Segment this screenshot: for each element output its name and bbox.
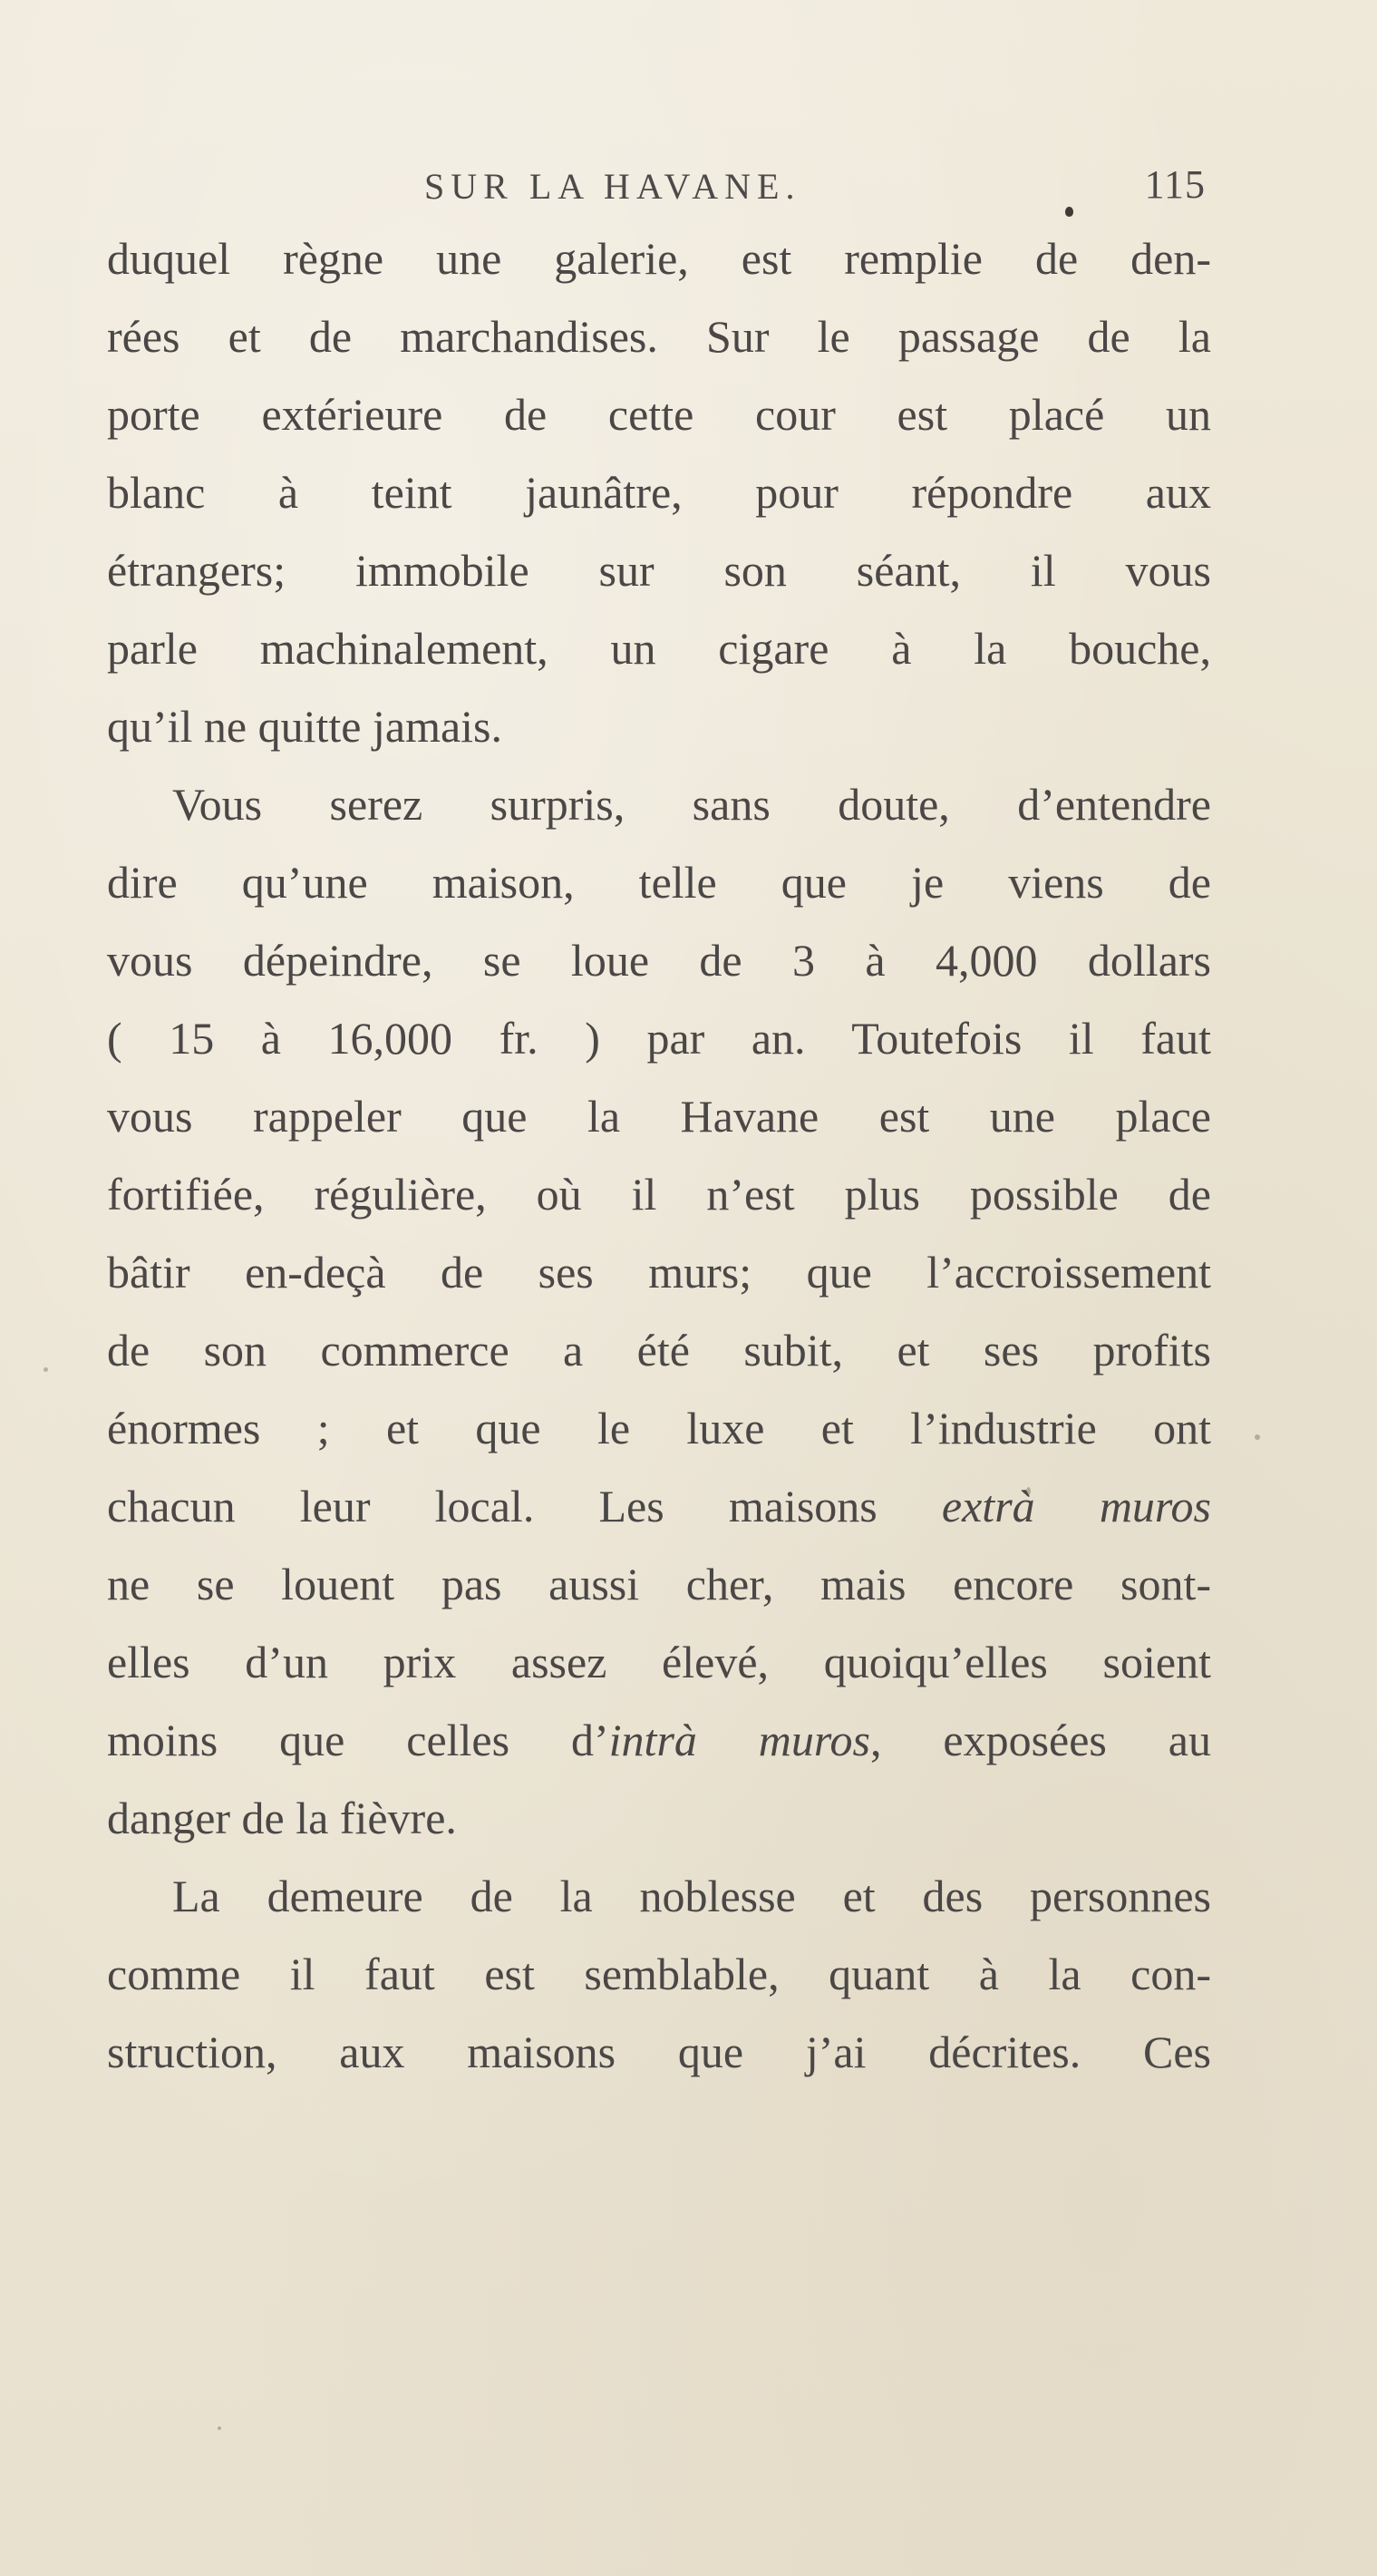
text-line <box>107 1545 1211 1623</box>
text-span: vous dépeindre, se loue de 3 à 4,000 dollars <box>107 935 1211 986</box>
text-span: bâtir en-deçà de ses murs; que l’accroissement <box>107 1247 1211 1298</box>
text-span: moins que celles d’ <box>107 1715 609 1765</box>
text-span: rées et de marchandises. Sur le passage de la <box>107 311 1211 362</box>
text-line <box>107 843 1211 921</box>
page-header <box>107 161 1211 216</box>
italic-phrase: extrà muros <box>941 1481 1211 1531</box>
text-line <box>107 999 1211 1077</box>
text-line <box>107 1389 1211 1467</box>
text-line <box>107 1857 1211 1935</box>
running-head: SUR LA HAVANE. <box>424 166 801 207</box>
text-line <box>107 609 1211 687</box>
text-line <box>107 375 1211 453</box>
text-span: qu’il ne quitte jamais. <box>107 701 503 752</box>
text-span: comme il faut est semblable, quant à la con- <box>107 1949 1211 1999</box>
text-span: parle machinalement, un cigare à la bouche, <box>107 623 1211 674</box>
page-number: 115 <box>1144 162 1206 207</box>
text-span: elles d’un prix assez élevé, quoiqu’elles soient <box>107 1637 1211 1687</box>
text-line <box>107 2013 1211 2091</box>
ink-mark <box>1065 207 1073 217</box>
text-line <box>107 1467 1211 1545</box>
text-span: porte extérieure de cette cour est placé un <box>107 389 1211 440</box>
paper-speck <box>218 2426 221 2430</box>
text-span: de son commerce a été subit, et ses profits <box>107 1325 1211 1375</box>
text-line <box>107 1077 1211 1155</box>
text-span: blanc à teint jaunâtre, pour répondre aux <box>107 467 1211 518</box>
body-text <box>107 219 1211 2091</box>
text-span: La demeure de la noblesse et des personnes <box>172 1871 1211 1921</box>
text-span: chacun leur local. Les maisons <box>107 1481 942 1531</box>
text-span: dire qu’une maison, telle que je viens de <box>107 857 1211 908</box>
italic-phrase: intrà muros <box>608 1715 870 1765</box>
paper-speck <box>1255 1434 1260 1440</box>
text-line <box>107 453 1211 531</box>
text-span: étrangers; immobile sur son séant, il vous <box>107 545 1211 596</box>
text-span: énormes ; et que le luxe et l’industrie ont <box>107 1403 1211 1453</box>
text-span: ne se louent pas aussi cher, mais encore sont- <box>107 1559 1211 1609</box>
text-line <box>107 1623 1211 1701</box>
text-line <box>107 1311 1211 1389</box>
text-span: danger de la fièvre. <box>107 1793 457 1843</box>
text-span: ( 15 à 16,000 fr. ) par an. Toutefois il faut <box>107 1013 1211 1064</box>
text-line <box>107 297 1211 375</box>
text-line <box>107 1935 1211 2013</box>
text-line <box>107 1155 1211 1233</box>
text-span: , exposées au <box>869 1715 1211 1765</box>
paper-speck <box>44 1367 48 1372</box>
text-line <box>107 531 1211 609</box>
text-line <box>107 765 1211 843</box>
text-line <box>107 921 1211 999</box>
text-span: Vous serez surpris, sans doute, d’entendre <box>172 779 1211 830</box>
text-span: duquel règne une galerie, est remplie de den- <box>107 233 1211 284</box>
text-span: fortifiée, régulière, où il n’est plus possible de <box>107 1169 1211 1220</box>
text-line <box>107 1701 1211 1779</box>
text-line <box>107 1779 1211 1857</box>
text-line <box>107 687 1211 765</box>
text-line <box>107 219 1211 297</box>
text-span: struction, aux maisons que j’ai décrites. Ces <box>107 2027 1211 2077</box>
text-span: vous rappeler que la Havane est une place <box>107 1091 1211 1142</box>
text-line <box>107 1233 1211 1311</box>
